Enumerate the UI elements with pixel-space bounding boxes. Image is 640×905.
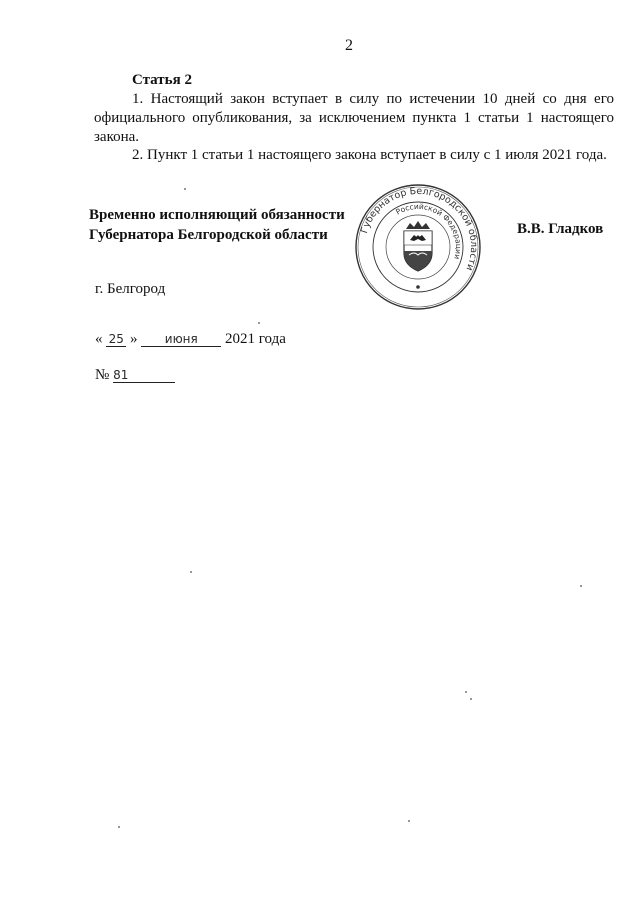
seal-inner-text: Российской Федерации [394,201,464,261]
article-heading: Статья 2 [132,72,192,88]
article-paragraph-1: 1. Настоящий закон вступает в силу по истечении 10 дней со дня его официального опубликования, за исключением пункта 1 статьи 1 настоящего закона. [94,91,614,145]
scan-speck [190,571,192,573]
article-paragraph-2: 2. Пункт 1 статьи 1 настоящего закона вступает в силу с 1 июля 2021 года. [132,147,607,163]
signer-position-line-2: Губернатора Белгородской области [89,227,328,243]
scan-speck [470,698,472,700]
date-month: июня [141,332,221,347]
seal-bottom-star [416,285,420,289]
scan-speck [580,585,582,587]
official-seal [354,183,482,311]
page-number: 2 [345,37,353,54]
date-close-quote: » [130,331,138,347]
scan-speck [258,322,260,324]
signer-position [89,205,345,245]
date-open-quote: « [95,331,103,347]
date-year: 2021 года [225,331,286,347]
scan-speck [118,826,120,828]
number-sign: № [95,367,110,383]
coat-of-arms-icon [404,221,432,271]
scan-speck [465,691,467,693]
seal-outer-text: Губернатор Белгородской области [358,185,480,273]
date-day: 25 [106,332,126,347]
scan-speck [408,820,410,822]
signer-name: В.В. Гладков [517,221,604,237]
signer-position-line-1: Временно исполняющий обязанности [89,207,345,223]
place-of-signing: г. Белгород [95,281,166,297]
number-value: 81 [113,368,175,383]
law-number [95,367,175,384]
signing-date [95,331,286,348]
scan-speck [184,188,186,190]
